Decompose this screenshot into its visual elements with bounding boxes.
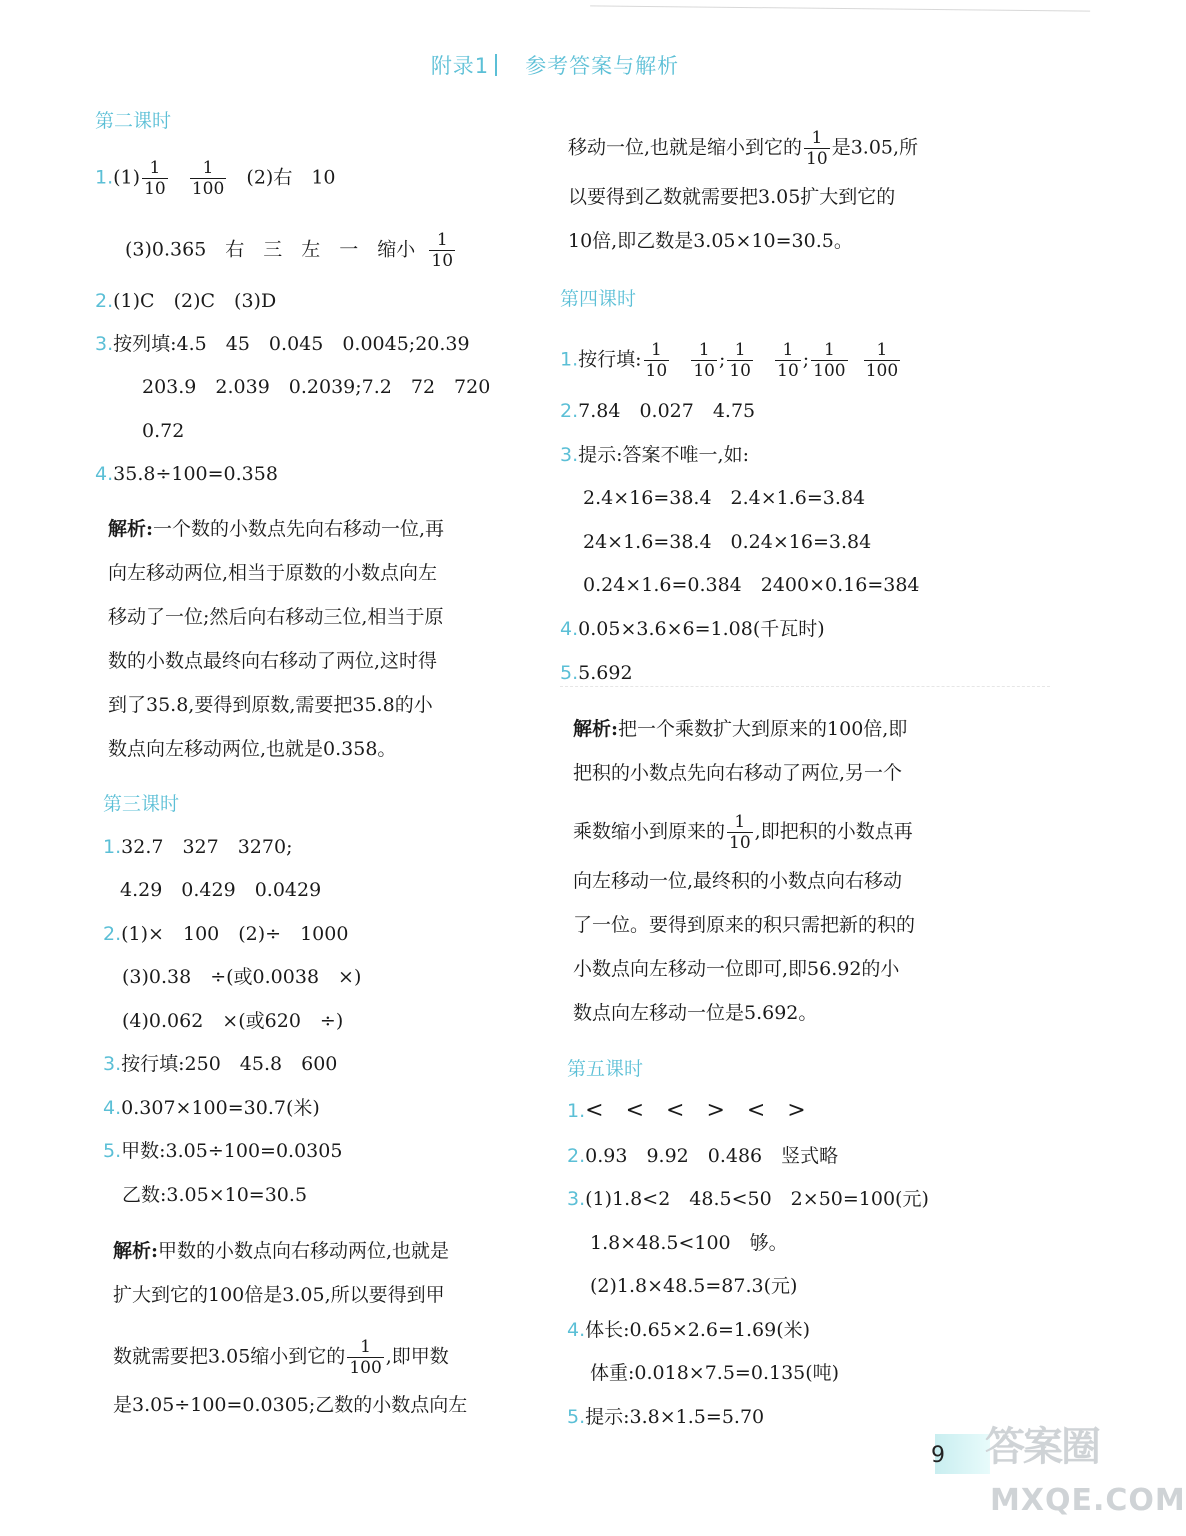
page-header (0, 50, 1110, 80)
s4-explain-5: 了一位。要得到原来的积只需把新的积的 (573, 914, 916, 936)
explain-label: 解析: (113, 1240, 159, 1262)
s2-explain-5: 到了35.8,要得到原数,需要把35.8的小 (108, 694, 433, 716)
answer-text: (2)右 10 (246, 166, 336, 189)
q-number: 4. (567, 1319, 586, 1341)
q-number: 4. (560, 618, 579, 640)
fraction: $\frac{1}{10}$ (777, 340, 799, 381)
q-number: 4. (103, 1097, 122, 1119)
fraction: $\frac{1}{10}$ (729, 340, 751, 381)
cont-line-1: 移动一位,也就是缩小到它的 $\frac{1}{10}$ 是3.05,所 (568, 128, 919, 169)
s2-q1-line1 (95, 158, 336, 199)
answer-text: 35.8÷100=0.358 (113, 463, 278, 485)
s3-q1-line2: 4.29 0.429 0.0429 (120, 879, 322, 901)
s4-q3-line0 (560, 442, 749, 468)
s2-explain-6: 数点向左移动两位,也就是0.358。 (108, 738, 397, 760)
s3-q3 (103, 1051, 337, 1077)
header-appendix: 附录1 (430, 54, 490, 78)
answer-text: 0.307×100=30.7(米) (121, 1097, 320, 1119)
q-number: 3. (567, 1188, 586, 1210)
fraction: $\frac{1}{10}$ (144, 158, 166, 199)
q-number: 2. (95, 290, 114, 312)
page-number: 9 (931, 1443, 945, 1468)
fraction: $\frac{1}{100}$ (865, 340, 899, 381)
answer-text: 甲数:3.05÷100=0.0305 (121, 1140, 343, 1162)
cont-line-3: 10倍,即乙数是3.05×10=30.5。 (568, 230, 853, 252)
s5-q2 (567, 1143, 838, 1169)
answer-text: (1)C (2)C (3)D (113, 290, 277, 312)
q-number: 1. (95, 166, 114, 189)
answer-text: 体长:0.65×2.6=1.69(米) (585, 1319, 811, 1341)
answer-text: 0.05×3.6×6=1.08(千瓦时) (578, 618, 825, 640)
s4-explain-7: 数点向左移动一位是5.692。 (573, 1002, 818, 1024)
s4-explain-6: 小数点向左移动一位即可,即56.92的小 (573, 958, 900, 980)
header-title: 参考答案与解析 (525, 54, 680, 78)
s4-explain-1: 解析:把一个乘数扩大到原来的100倍,即 (573, 718, 908, 740)
section-title-3: 第三课时 (103, 793, 180, 815)
s5-q5 (567, 1404, 764, 1430)
q-number: 3. (560, 444, 579, 466)
s5-q1 (567, 1098, 806, 1124)
answer-text: (1)× 100 (2)÷ 1000 (121, 923, 349, 945)
s4-q3-line2: 24×1.6=38.4 0.24×16=3.84 (583, 531, 872, 553)
answer-text: (3)0.365 右 三 左 一 缩小 (125, 238, 416, 261)
s5-q4-line1 (567, 1317, 810, 1343)
fraction: $\frac{1}{10}$ (806, 128, 828, 169)
s2-q1-line2 (125, 230, 457, 271)
s4-q3-line1: 2.4×16=38.4 2.4×1.6=3.84 (583, 487, 866, 509)
s3-q5-line1 (103, 1138, 342, 1164)
s3-q1-line1 (103, 834, 292, 860)
answer-text: 提示:3.8×1.5=5.70 (585, 1406, 765, 1428)
q-number: 2. (103, 923, 122, 945)
s4-q4 (560, 616, 825, 642)
watermark-url: MXQE.COM (990, 1483, 1186, 1518)
section-title-4: 第四课时 (560, 288, 637, 310)
q-number: 5. (560, 662, 579, 684)
explain-label: 解析: (573, 718, 619, 740)
s4-explain-3: 乘数缩小到原来的 $\frac{1}{10}$ ,即把积的小数点再 (573, 812, 913, 853)
section-title-2: 第二课时 (95, 110, 172, 132)
s4-q3-line3: 0.24×1.6=0.384 2400×0.16=384 (583, 574, 920, 596)
answer-text: 0.93 9.92 0.486 竖式略 (585, 1145, 839, 1167)
s3-explain-4: 是3.05÷100=0.0305;乙数的小数点向左 (113, 1394, 468, 1416)
answer-text: 7.84 0.027 4.75 (578, 400, 756, 422)
watermark-text: 答案圈 (985, 1424, 1099, 1470)
s3-q2-line1 (103, 921, 348, 947)
q-number: 3. (95, 333, 114, 355)
s2-explain-4: 数的小数点最终向右移动了两位,这时得 (108, 650, 438, 672)
s3-q2-line3: (4)0.062 ×(或620 ÷) (122, 1010, 344, 1032)
q-number: 5. (103, 1140, 122, 1162)
s3-explain-3: 数就需要把3.05缩小到它的 $\frac{1}{100}$ ,即甲数 (113, 1337, 449, 1378)
s4-q5 (560, 660, 633, 686)
s4-explain-4: 向左移动一位,最终积的小数点向右移动 (573, 870, 903, 892)
s3-q4 (103, 1095, 320, 1121)
s5-q3-line1 (567, 1186, 929, 1212)
s2-q3-line3: 0.72 (142, 420, 185, 442)
q-number: 1. (567, 1100, 586, 1122)
fraction: $\frac{1}{100}$ (813, 340, 846, 381)
s3-q5-line2: 乙数:3.05×10=30.5 (122, 1184, 308, 1206)
s3-explain-1: 解析:甲数的小数点向右移动两位,也就是 (113, 1240, 450, 1262)
s2-q2 (95, 288, 276, 314)
s2-q4 (95, 461, 278, 487)
q-number: 1. (560, 348, 579, 371)
q-number: 2. (567, 1145, 586, 1167)
s2-q3-line1 (95, 331, 470, 357)
fraction: $\frac{1}{10}$ (693, 340, 715, 381)
answer-text: < < < > < > (585, 1098, 806, 1123)
fraction: $\frac{1}{10}$ (645, 340, 668, 381)
q-number: 4. (95, 463, 114, 485)
q-number: 1. (103, 836, 122, 858)
top-rule (590, 5, 1090, 35)
s5-q4-line2: 体重:0.018×7.5=0.135(吨) (590, 1362, 840, 1384)
s3-q2-line2: (3)0.38 ÷(或0.0038 ×) (122, 966, 362, 988)
watermark-logo (985, 1415, 1186, 1525)
section-title-5: 第五课时 (567, 1058, 644, 1080)
s4-q1: 1.按行填: $\frac{1}{10}$ $\frac{1}{10}$ ; $\frac{1}{10}$ $\frac{1}{10}$ ; $\frac{1}{100}$ $\frac{1}{100}$ (560, 340, 899, 381)
dashed-divider (560, 686, 1050, 687)
s4-explain-2: 把积的小数点先向右移动了两位,另一个 (573, 762, 903, 784)
header-divider (495, 54, 497, 76)
answer-text: (1)1.8<2 48.5<50 2×50=100(元) (585, 1188, 929, 1210)
answer-text: 按列填:4.5 45 0.045 0.0045;20.39 (113, 333, 470, 355)
answer-text: 5.692 (578, 662, 633, 684)
s3-explain-2: 扩大到它的100倍是3.05,所以要得到甲 (113, 1284, 445, 1306)
fraction: $\frac{1}{100}$ (349, 1337, 382, 1378)
s5-q3-line2: 1.8×48.5<100 够。 (590, 1232, 788, 1254)
s2-q3-line2: 203.9 2.039 0.2039;7.2 72 720 (142, 376, 491, 398)
explain-label: 解析: (108, 518, 154, 540)
fraction: $\frac{1}{10}$ (431, 230, 454, 271)
cont-line-2: 以要得到乙数就需要把3.05扩大到它的 (568, 186, 896, 208)
s4-q2 (560, 398, 755, 424)
fraction: $\frac{1}{100}$ (191, 158, 225, 199)
q-number: 3. (103, 1053, 122, 1075)
s2-explain-1: 解析:一个数的小数点先向右移动一位,再 (108, 518, 445, 540)
answer-text: (1) (113, 166, 141, 189)
s2-explain-2: 向左移动两位,相当于原数的小数点向左 (108, 562, 438, 584)
s5-q3-line3: (2)1.8×48.5=87.3(元) (590, 1275, 798, 1297)
s2-explain-3: 移动了一位;然后向右移动三位,相当于原 (108, 606, 444, 628)
answer-text: 提示:答案不唯一,如: (578, 444, 749, 466)
fraction: $\frac{1}{10}$ (729, 812, 751, 853)
answer-text: 按行填:250 45.8 600 (121, 1053, 338, 1075)
q-number: 2. (560, 400, 579, 422)
answer-text: 32.7 327 3270; (121, 836, 293, 858)
q-number: 5. (567, 1406, 586, 1428)
